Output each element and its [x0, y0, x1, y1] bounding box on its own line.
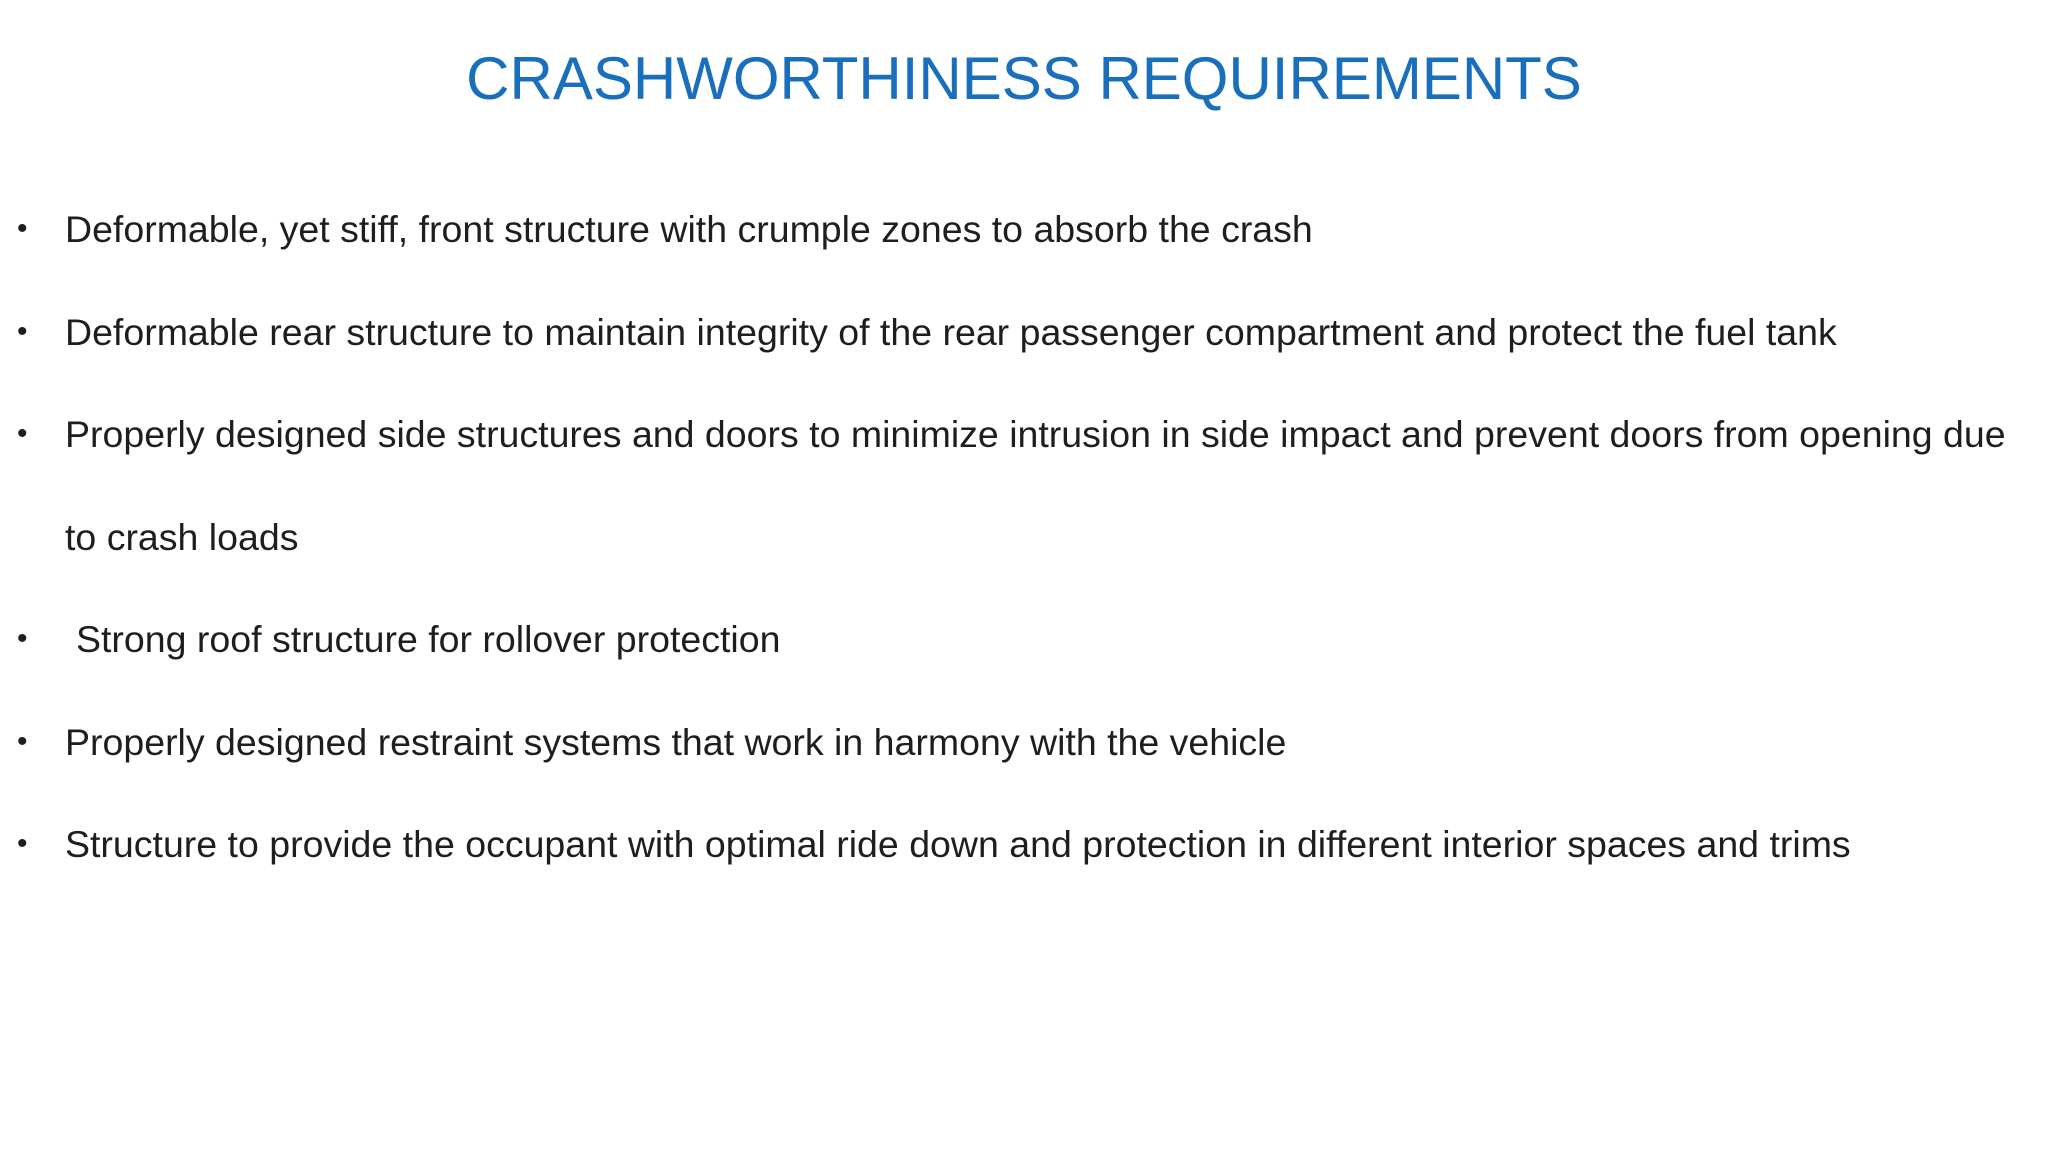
bullet-item-front-structure: [0, 178, 2040, 281]
bullet-item-rear-structure: [0, 281, 2040, 384]
bullet-icon: •: [17, 622, 28, 655]
bullet-text: Deformable, yet stiff, front structure with crumple zones to absorb the crash: [65, 208, 1313, 250]
bullet-item-side-structures: [0, 383, 2040, 588]
bullet-icon: •: [17, 212, 28, 245]
bullet-icon: •: [17, 314, 28, 348]
bullet-item-occupant-protection: [0, 793, 2040, 896]
bullet-text: Properly designed side structures and doors to minimize intrusion in side impact and prevent doors from opening due to crash loads: [65, 413, 2006, 558]
bullet-text: Deformable rear structure to maintain integrity of the rear passenger compartment and protect the fuel tank: [65, 310, 1837, 353]
slide-title: CRASHWORTHINESS REQUIREMENTS: [466, 45, 1582, 112]
bullet-list: [0, 178, 2048, 896]
bullet-icon: •: [17, 417, 28, 450]
bullet-item-roof-structure: [0, 588, 2040, 691]
bullet-item-restraint-systems: [0, 691, 2040, 794]
bullet-text: Properly designed restraint systems that work in harmony with the vehicle: [65, 720, 1287, 763]
bullet-text: Structure to provide the occupant with optimal ride down and protection in different interior spaces and trims: [65, 823, 1851, 865]
bullet-icon: •: [17, 827, 28, 860]
bullet-text: Strong roof structure for rollover protection: [76, 618, 781, 660]
bullet-icon: •: [17, 724, 28, 758]
